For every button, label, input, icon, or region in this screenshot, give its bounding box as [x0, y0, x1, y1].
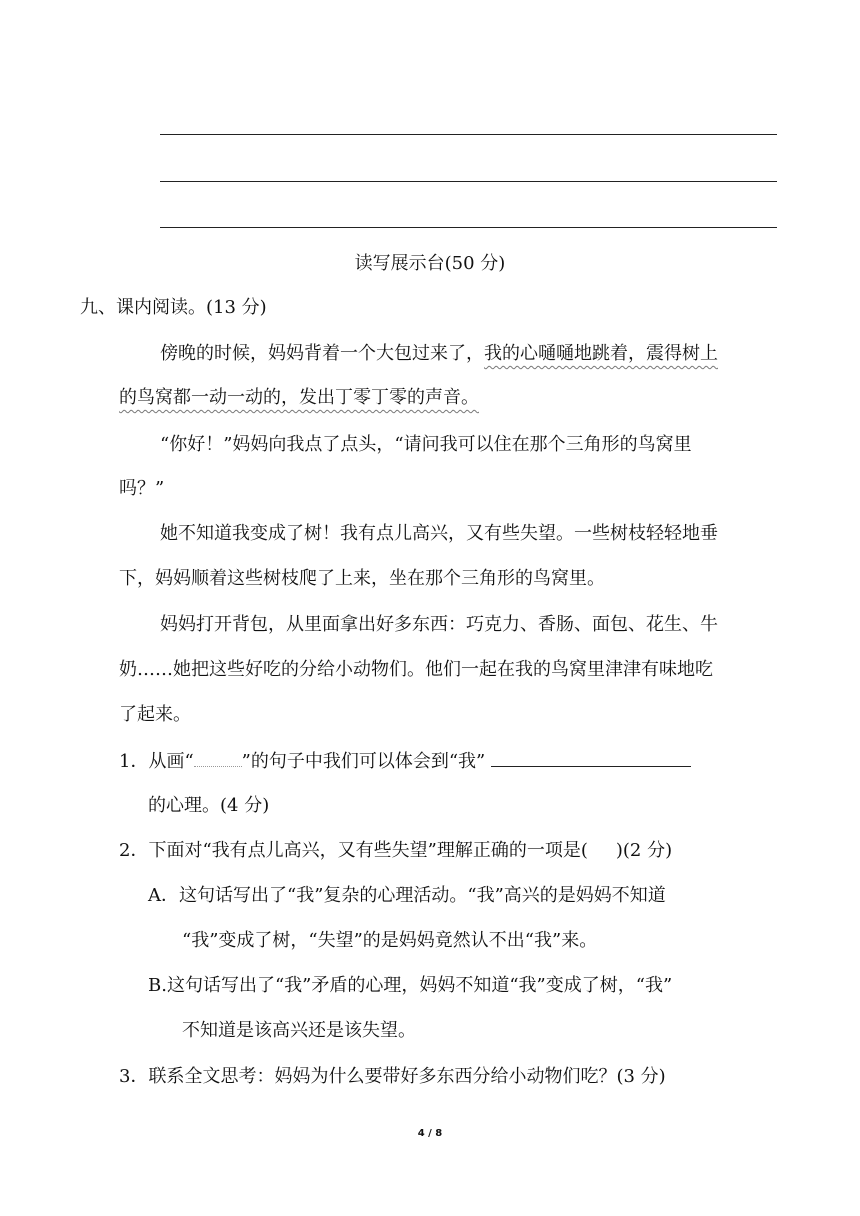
option-b-label: B.	[148, 975, 167, 996]
question-1-text-b: ”的句子中我们可以体会到“我”	[241, 751, 486, 772]
passage-para2-line2: 吗？”	[119, 478, 165, 499]
answer-line-2[interactable]	[160, 181, 777, 182]
passage-para4-line2: 奶……她把这些好吃的分给小动物们。他们一起在我的鸟窝里津津有味地吃	[119, 659, 713, 680]
question-2-text: 下面对“我有点儿高兴，又有些失望”理解正确的一项是(	[148, 840, 588, 861]
option-b-text-line1: 这句话写出了“我”矛盾的心理，妈妈不知道“我”变成了树，“我”	[166, 975, 673, 996]
section-title: 读写展示台(50 分)	[354, 253, 506, 274]
question-2-number: 2．	[119, 840, 149, 861]
question-1-answer-blank[interactable]	[491, 748, 691, 767]
passage-para4-line1: 妈妈打开背包，从里面拿出好多东西：巧克力、香肠、面包、花生、牛	[160, 614, 718, 635]
option-a-line2: “我”变成了树，“失望”的是妈妈竟然认不出“我”来。	[182, 930, 598, 951]
option-a-label: A．	[148, 885, 179, 906]
wavy-line-sample	[194, 748, 242, 767]
question-2-tail: )(2 分)	[615, 840, 673, 861]
passage-para3-line1: 她不知道我变成了树！我有点儿高兴，又有些失望。一些树枝轻轻地垂	[160, 523, 718, 544]
option-b-line1[interactable]	[148, 973, 672, 999]
underlined-sentence-part1: 我的心嗵嗵地跳着，震得树上	[484, 343, 718, 364]
question-3	[119, 1064, 666, 1090]
question-3-text: 联系全文思考：妈妈为什么要带好多东西分给小动物们吃？(3 分)	[148, 1066, 666, 1087]
question-2	[119, 838, 672, 864]
option-a-text-line1: 这句话写出了“我”复杂的心理活动。“我”高兴的是妈妈不知道	[179, 885, 666, 906]
answer-line-3[interactable]	[160, 227, 777, 228]
passage-para1-line1-plain: 傍晚的时候，妈妈背着一个大包过来了，	[160, 343, 484, 364]
passage-para4-line3: 了起来。	[119, 704, 191, 725]
underlined-sentence-part2: 的鸟窝都一动一动的，发出丁零丁零的声音。	[119, 387, 479, 408]
option-b-line2: 不知道是该高兴还是该失望。	[182, 1020, 416, 1041]
passage-para1-line2	[119, 385, 479, 411]
passage-para2-line1: “你好！”妈妈向我点了点头，“请问我可以住在那个三角形的鸟窝里	[160, 434, 692, 455]
question-1-line2: 的心理。(4 分)	[148, 795, 270, 816]
question-9-heading: 九、课内阅读。(13 分)	[80, 297, 267, 318]
passage-para1-line1	[160, 341, 718, 367]
question-3-number: 3．	[119, 1066, 149, 1087]
question-1	[119, 748, 691, 775]
question-1-text-a: 从画“	[148, 751, 194, 772]
option-a-line1[interactable]	[148, 883, 666, 909]
page-number: 4 / 8	[417, 1128, 443, 1139]
answer-line-1[interactable]	[160, 134, 777, 135]
question-1-number: 1．	[119, 751, 149, 772]
passage-para3-line2: 下，妈妈顺着这些树枝爬了上来，坐在那个三角形的鸟窝里。	[119, 568, 605, 589]
